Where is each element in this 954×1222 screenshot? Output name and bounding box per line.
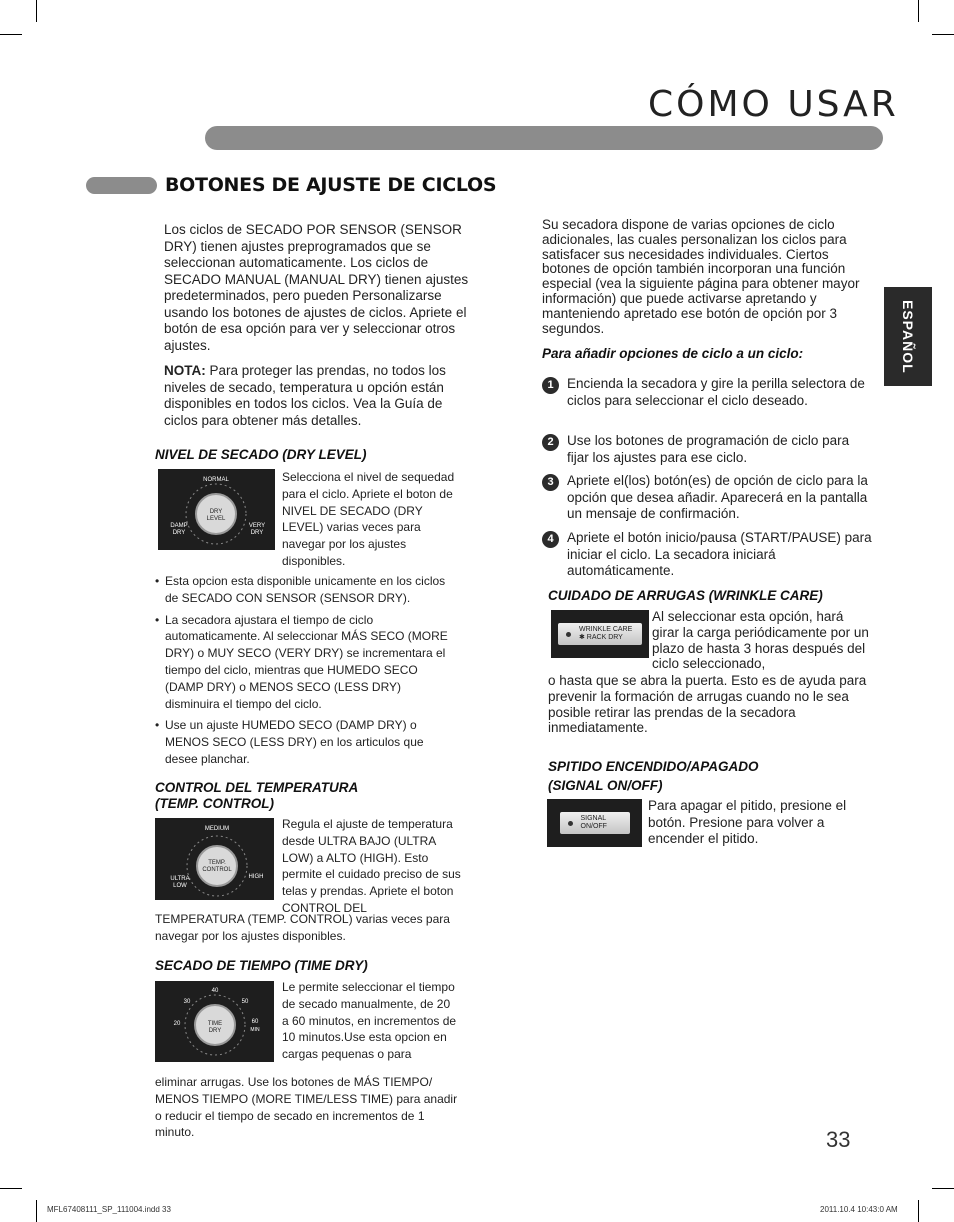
dial-label-right: VERY DRY xyxy=(248,523,266,536)
language-tab-label: ESPAÑOL xyxy=(900,299,916,374)
footer-right: 2011.10.4 10:43:0 AM xyxy=(820,1205,898,1214)
temp-control-heading-line1: CONTROL DEL TEMPERATURA xyxy=(155,780,359,795)
crop-mark xyxy=(932,34,954,35)
step-text: Apriete el(los) botón(es) de opción de ciclo para la opción que desea añadir. Aparecerá en la pantalla un mensaje de confirmación. xyxy=(567,473,868,521)
dial-label-left: DAMP DRY xyxy=(170,523,188,536)
step-text: Apriete el botón inicio/pausa (START/PAUSE) para iniciar el ciclo. La secadora iniciará automáticamente. xyxy=(567,530,872,578)
temp-control-heading-line2: (TEMP. CONTROL) xyxy=(155,796,274,811)
signal-heading-line2: (SIGNAL ON/OFF) xyxy=(548,778,663,793)
crop-mark xyxy=(918,1200,919,1222)
wrinkle-care-button-label xyxy=(579,626,632,642)
crop-mark xyxy=(918,0,919,22)
led-indicator-icon xyxy=(568,821,573,826)
wrinkle-care-heading: CUIDADO DE ARRUGAS (WRINKLE CARE) xyxy=(548,588,823,603)
signal-heading xyxy=(548,757,759,795)
signal-button-image xyxy=(547,799,642,847)
dry-level-dial-image xyxy=(158,469,275,550)
list-item: • Esta opcion esta disponible unicamente en los ciclos de SECADO CON SENSOR (SENSOR DRY). xyxy=(155,573,455,607)
button-label-line2: ON/OFF xyxy=(580,823,607,830)
language-tab xyxy=(884,287,932,386)
time-dry-text-side: Le permite seleccionar el tiempo de secado manualmente, de 20 a 60 minutos, en incrementos de 10 minutos.Use esta opcion en cargas pequenas o para xyxy=(282,980,457,1062)
dial-label-right-unit: MIN xyxy=(250,1027,260,1033)
dial-label-right: HIGH xyxy=(248,874,264,880)
dry-level-bullets xyxy=(155,573,455,773)
dial-label-left: ULTRA LOW xyxy=(170,876,190,889)
dial-label-right: 60 xyxy=(251,1019,259,1025)
step-number-badge: 1 xyxy=(542,377,559,394)
button-label-line2: ✱ RACK DRY xyxy=(579,634,623,641)
temp-control-text-full: TEMPERATURA (TEMP. CONTROL) varias veces para navegar por los ajustes disponibles. xyxy=(155,912,450,943)
step-number-badge: 4 xyxy=(542,531,559,548)
note-label: NOTA: xyxy=(164,363,206,378)
page-number: 33 xyxy=(826,1127,851,1152)
dial-label-center: TIME DRY xyxy=(207,1021,223,1034)
intro-note xyxy=(164,363,474,429)
dry-level-text: Selecciona el nivel de sequedad para el ciclo. Apriete el boton de NIVEL DE SECADO (DRY LEVEL) varias veces para navegar por los ajustes disponibles. xyxy=(282,470,455,568)
list-item xyxy=(542,433,872,466)
page-title: CÓMO USAR xyxy=(648,84,899,125)
crop-mark xyxy=(932,1188,954,1189)
step-number-badge: 3 xyxy=(542,474,559,491)
temp-control-text-side: Regula el ajuste de temperatura desde ULTRA BAJO (ULTRA LOW) a ALTO (HIGH). Esto permite el cuidado preciso de sus telas y prendas. Apriete el boton CONTROL DEL xyxy=(282,817,461,915)
list-item: • La secadora ajustara el tiempo de ciclo automaticamente. Al seleccionar MÁS SECO (MORE DRY) o MUY SECO (VERY DRY) se incrementara el tiempo del ciclo, mientras que HUMEDO SECO (DAMP DRY) o MENOS SECO (LESS DRY) disminuira el tiempo del ciclo. xyxy=(155,612,455,713)
crop-mark xyxy=(0,1188,22,1189)
dial-label-upper-right: 50 xyxy=(241,999,249,1005)
section-title: BOTONES DE AJUSTE DE CICLOS xyxy=(165,174,497,196)
dry-level-heading: NIVEL DE SECADO (DRY LEVEL) xyxy=(155,447,367,462)
signal-button-label xyxy=(581,815,607,831)
crop-mark xyxy=(36,1200,37,1222)
add-options-heading xyxy=(542,346,803,362)
signal-heading-line1: SPITIDO ENCENDIDO/APAGADO xyxy=(548,759,759,774)
button-label-line1: SIGNAL xyxy=(580,815,607,822)
step-text: Use los botones de programación de ciclo para fijar los ajustes para ese ciclo. xyxy=(567,433,850,465)
footer-left: MFL67408111_SP_111004.indd 33 xyxy=(47,1205,171,1214)
dial-label-center: TEMP. CONTROL xyxy=(202,860,232,873)
crop-mark xyxy=(36,0,37,22)
step-text: Encienda la secadora y gire la perilla selectora de ciclos para seleccionar el ciclo deseado. xyxy=(567,376,865,408)
dial-label-upper-left: 30 xyxy=(183,999,191,1005)
dial-label-top: NORMAL xyxy=(203,477,229,483)
led-indicator-icon xyxy=(566,632,571,637)
list-item: • Use un ajuste HUMEDO SECO (DAMP DRY) o MENOS SECO (LESS DRY) en los articulos que desee planchar. xyxy=(155,717,455,767)
temp-control-heading xyxy=(155,780,358,812)
dial-label-left: 20 xyxy=(173,1021,181,1027)
dial-label-top: MEDIUM xyxy=(204,826,230,832)
wrinkle-care-text-side: Al seleccionar esta opción, hará girar la carga periódicamente por un plazo de hasta 3 horas después del ciclo seleccionado, xyxy=(652,609,869,672)
wrinkle-care-button-image xyxy=(551,610,649,658)
dial-label-center: DRY LEVEL xyxy=(206,509,226,522)
right-intro-paragraph: Su secadora dispone de varias opciones de ciclo adicionales, las cuales personalizan los ciclos para satisfacer sus necesidades individuales. Ciertos botones de opción también incorporan una función especial (vea la siguiente página para obtener mayor información) que puede activarse apretando y manteniendo apretado ese botón de opción por 3 segundos. xyxy=(542,217,860,336)
time-dry-dial-image xyxy=(155,981,274,1062)
time-dry-text-full: eliminar arrugas. Use los botones de MÁS TIEMPO/ MENOS TIEMPO (MORE TIME/LESS TIME) para anadir o reducir el tiempo de secado en incrementos de 1 minuto. xyxy=(155,1075,458,1140)
list-item xyxy=(542,473,872,523)
add-options-heading-text: Para añadir opciones de ciclo a un ciclo: xyxy=(542,346,804,361)
signal-text: Para apagar el pitido, presione el botón. Presione para volver a encender el pitido. xyxy=(648,798,847,846)
section-pill xyxy=(86,177,157,194)
crop-mark xyxy=(0,34,22,35)
note-text: Para proteger las prendas, no todos los niveles de secado, temperatura u opción están disponibles en todos los ciclos. Vea la Guía de ciclos para obtener más detalles. xyxy=(164,363,446,428)
list-item xyxy=(542,530,872,580)
list-item xyxy=(542,376,872,409)
dial-label-top: 40 xyxy=(211,988,219,994)
temp-control-dial-image xyxy=(155,818,274,900)
button-label-line1: WRINKLE CARE xyxy=(579,626,633,633)
step-number-badge: 2 xyxy=(542,434,559,451)
intro-paragraph: Los ciclos de SECADO POR SENSOR (SENSOR DRY) tienen ajustes preprogramados que se seleccionan automaticamente. Los ciclos de SECADO MANUAL (MANUAL DRY) tienen ajustes predeterminados, pero pueden Personalizarse usando los botones de ajustes de ciclos. Apriete el botón de esa opción para ver y seleccionar otros ajustes. xyxy=(164,222,469,353)
title-bar xyxy=(205,126,883,150)
time-dry-heading: SECADO DE TIEMPO (TIME DRY) xyxy=(155,958,368,973)
wrinkle-care-text-full: o hasta que se abra la puerta. Esto es de ayuda para prevenir la formación de arrugas cuando no le sea posible retirar las prendas de la secadora inmediatamente. xyxy=(548,673,867,736)
